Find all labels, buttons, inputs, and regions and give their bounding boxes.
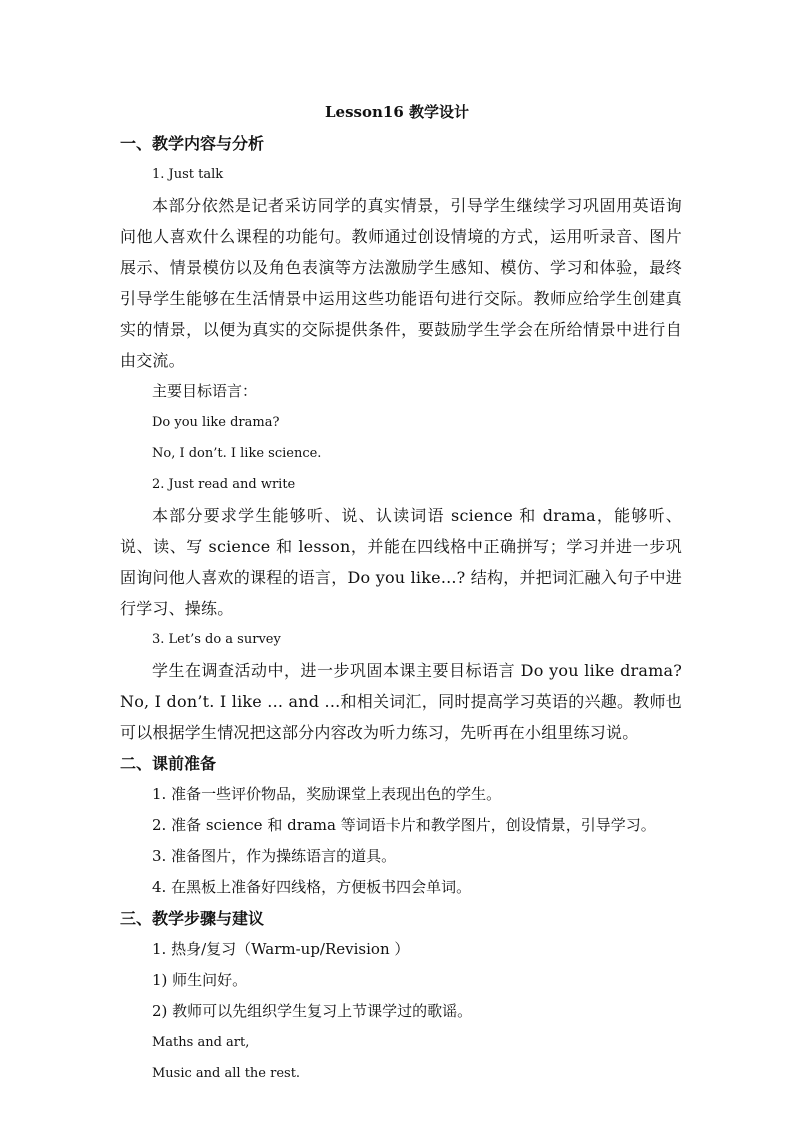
- target-language-line-1: Do you like drama?: [152, 415, 280, 430]
- document-title: Lesson16 教学设计: [325, 103, 469, 121]
- preparation-item-3: 3. 准备图片，作为操练语言的道具。: [152, 847, 397, 865]
- paragraph-survey: 学生在调查活动中，进一步巩固本课主要目标语言 Do you like drama? No, I don’t. I like ... and ...和相关词汇，同时提高学习英语的兴趣。教师也可以根据学生情况把这部分内容改为听力练习，先听再在小组里练习说。: [120, 661, 682, 742]
- chant-line-2: Music and all the rest.: [152, 1066, 301, 1081]
- part-title-survey: 3. Let’s do a survey: [152, 632, 281, 647]
- paragraph-read-and-write: 本部分要求学生能够听、说、认读词语 science 和 drama，能够听、说、读、写 science 和 lesson，并能在四线格中正确拼写；学习并进一步巩固询问他人喜欢的课程的语言，Do you like...? 结构，并把词汇融入句子中进行学习、操练。: [120, 506, 682, 618]
- step-detail-chant-review: 2) 教师可以先组织学生复习上节课学过的歌谣。: [152, 1002, 473, 1020]
- part-title-just-talk: 1. Just talk: [152, 167, 224, 182]
- document-body: [120, 128, 682, 1089]
- section-heading-teaching-steps: 三、教学步骤与建议: [120, 909, 265, 928]
- preparation-item-2: 2. 准备 science 和 drama 等词语卡片和教学图片，创设情景，引导学习。: [152, 816, 656, 834]
- part-title-read-and-write: 2. Just read and write: [152, 477, 296, 492]
- paragraph-just-talk: 本部分依然是记者采访同学的真实情景，引导学生继续学习巩固用英语询问他人喜欢什么课程的功能句。教师通过创设情境的方式，运用听录音、图片展示、情景模仿以及角色表演等方法激励学生感知、模仿、学习和体验，最终引导学生能够在生活情景中运用这些功能语句进行交际。教师应给学生创建真实的情景，以便为真实的交际提供条件，要鼓励学生学会在所给情景中进行自由交流。: [120, 196, 682, 370]
- step-detail-greeting: 1) 师生问好。: [152, 971, 248, 989]
- section-heading-preparation: 二、课前准备: [120, 754, 217, 773]
- preparation-item-1: 1. 准备一些评价物品，奖励课堂上表现出色的学生。: [152, 785, 502, 803]
- target-language-line-2: No, I don’t. I like science.: [152, 446, 322, 461]
- target-language-label: 主要目标语言：: [152, 382, 258, 400]
- chant-line-1: Maths and art,: [152, 1035, 250, 1050]
- step-title-warm-up: 1. 热身/复习（Warm-up/Revision ）: [152, 940, 410, 958]
- preparation-item-4: 4. 在黑板上准备好四线格，方便板书四会单词。: [152, 878, 472, 896]
- section-heading-content-analysis: 一、教学内容与分析: [120, 134, 265, 153]
